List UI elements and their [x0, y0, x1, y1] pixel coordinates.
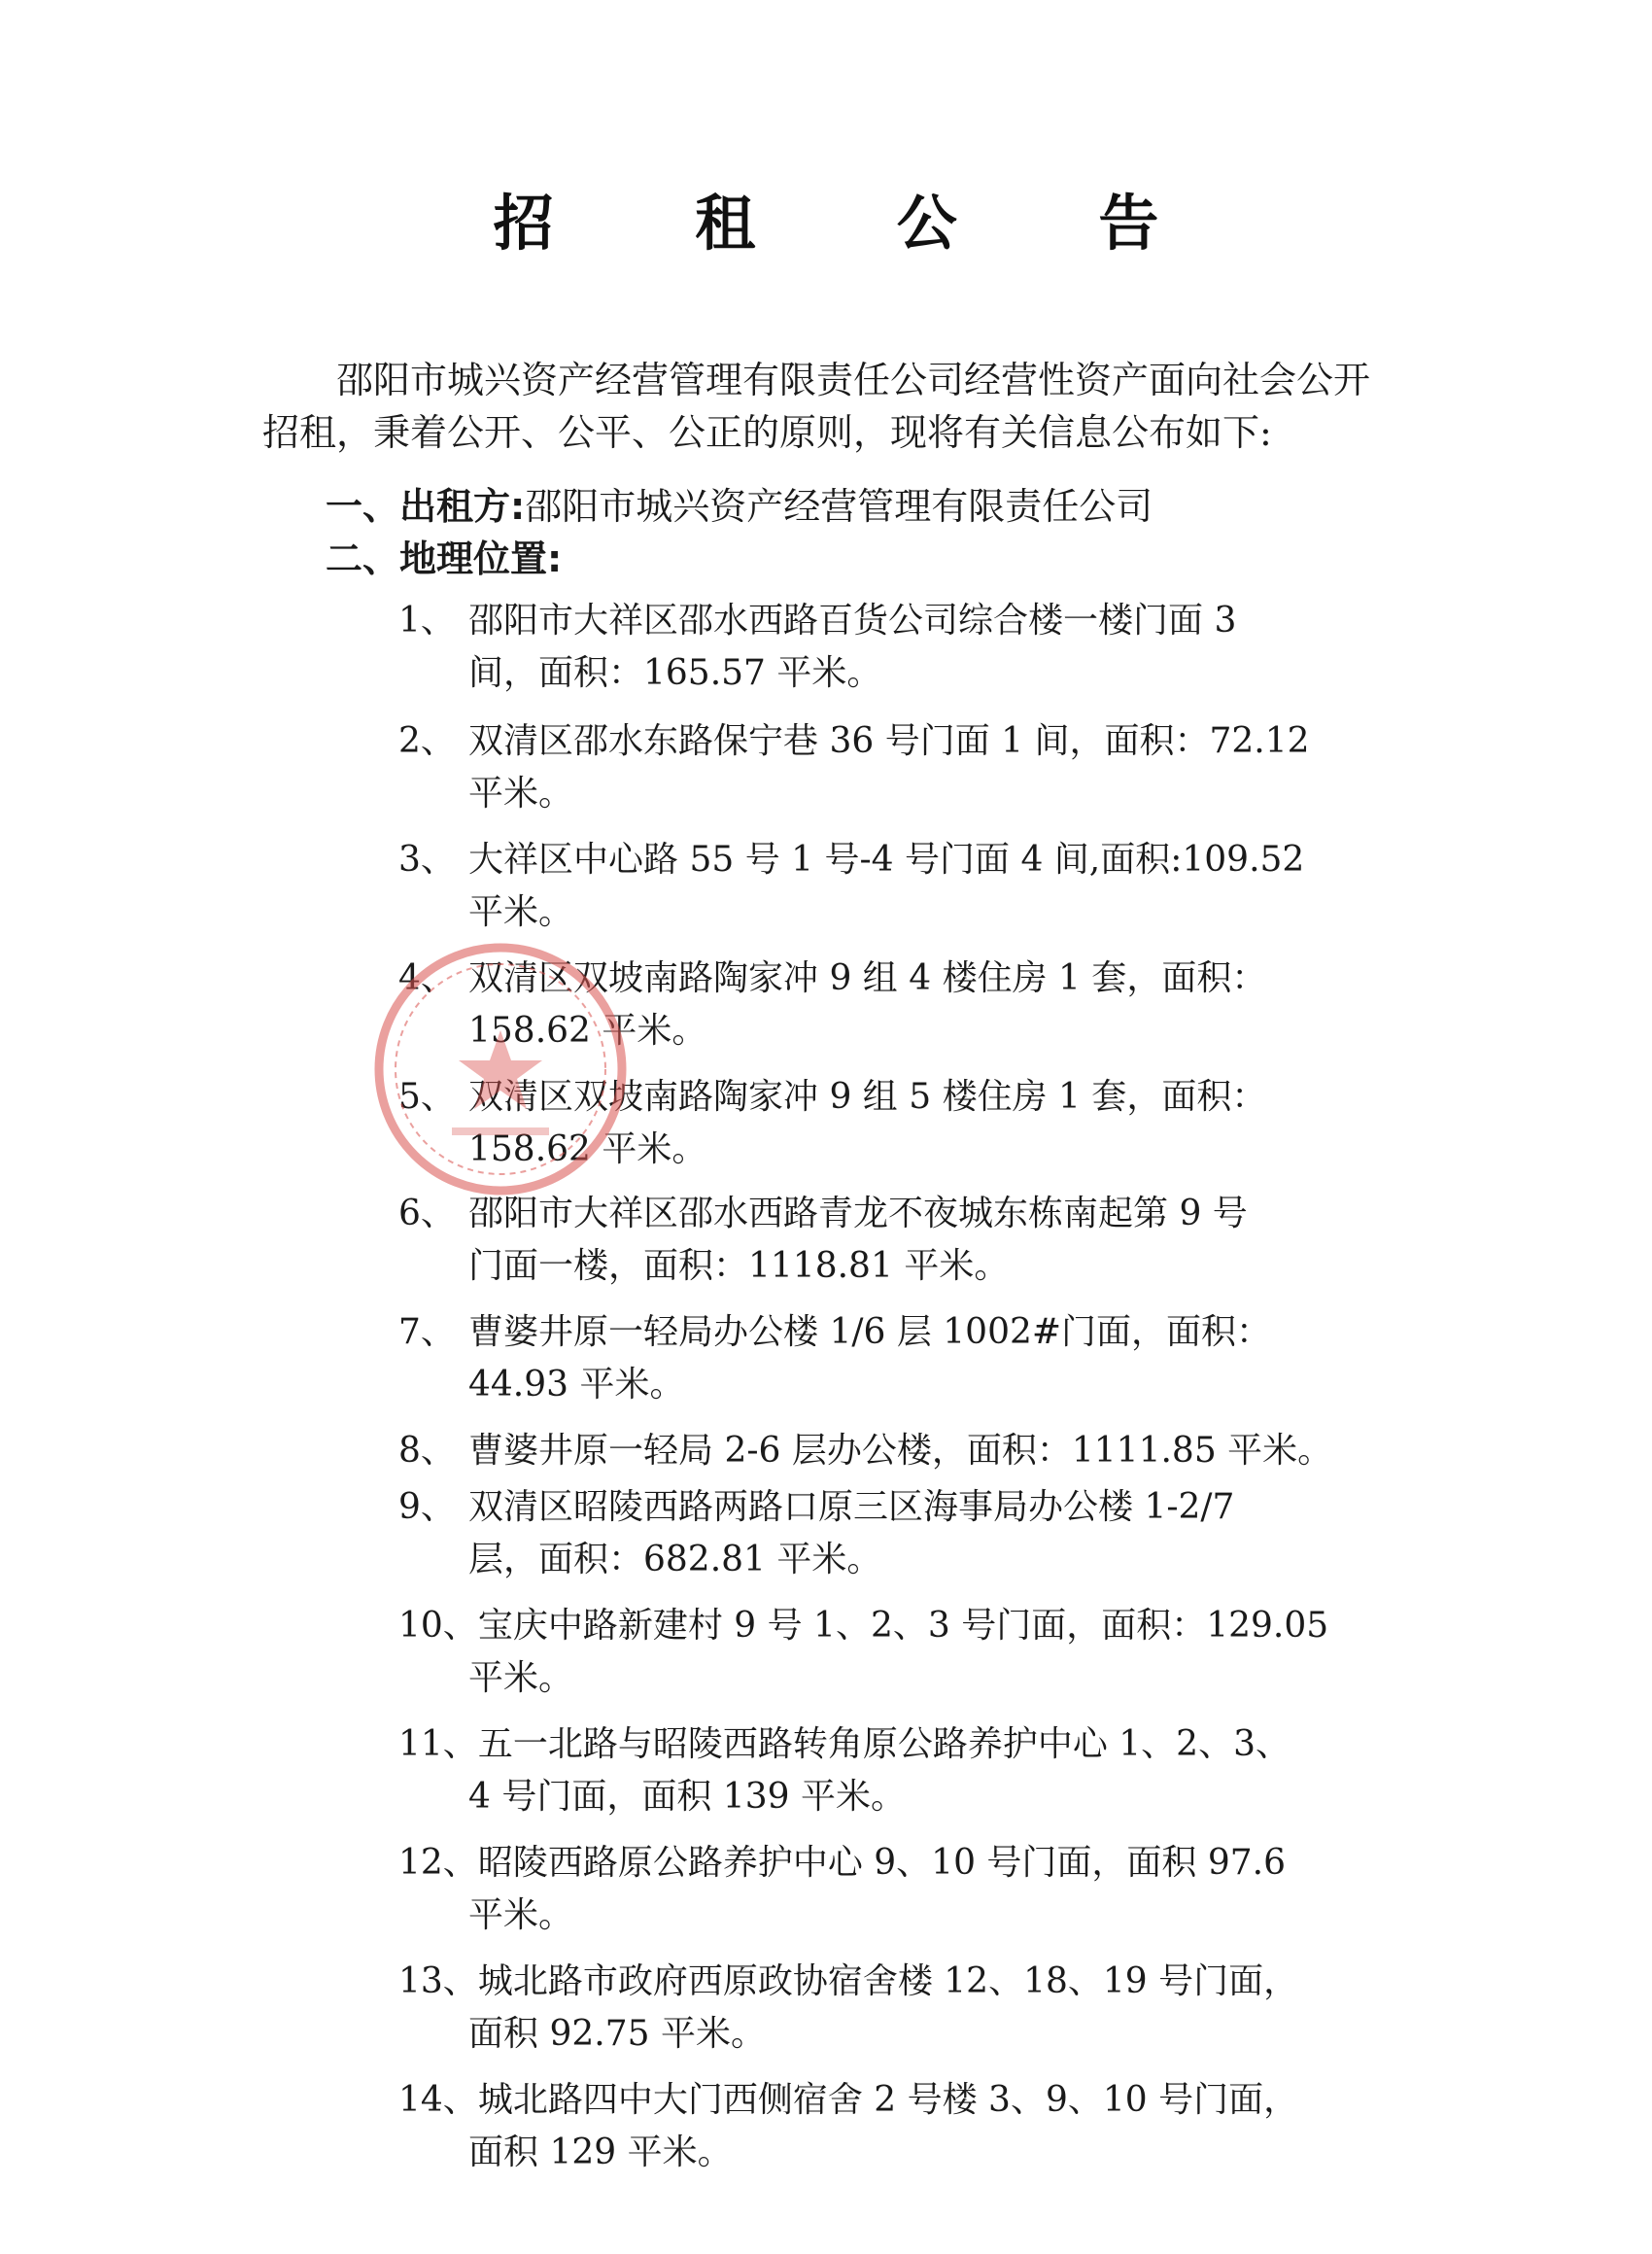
item-number: 12、 [398, 1843, 478, 1883]
list-item [398, 2074, 1399, 2179]
item-number: 1、 [398, 601, 456, 641]
item-line1: 邵阳市大祥区邵水西路青龙不夜城东栋南起第 9 号 [468, 1194, 1248, 1233]
section-lessor-label: 一、出租方: [326, 485, 526, 528]
item-line1: 宝庆中路新建村 9 号 1、2、3 号门面，面积：129.05 [477, 1606, 1329, 1646]
item-number: 3、 [398, 840, 456, 880]
list-item [398, 715, 1399, 820]
item-line2: 4 号门面，面积 139 平米。 [468, 1777, 906, 1817]
section-lessor-value: 邵阳市城兴资产经营管理有限责任公司 [525, 485, 1153, 528]
item-line2: 平米。 [468, 774, 574, 814]
item-line1: 曹婆井原一轻局办公楼 1/6 层 1002#门面，面积： [468, 1312, 1272, 1352]
item-number: 8、 [398, 1431, 456, 1471]
item-line2: 门面一楼，面积：1118.81 平米。 [468, 1246, 1010, 1286]
item-number: 2、 [398, 721, 456, 761]
item-line1: 城北路市政府西原政协宿舍楼 12、18、19 号门面， [477, 1961, 1299, 2001]
list-item [398, 1188, 1399, 1293]
item-line2: 平米。 [468, 1895, 574, 1935]
list-item [398, 1956, 1399, 2061]
item-number: 14、 [398, 2080, 478, 2120]
item-line1: 邵阳市大祥区邵水西路百货公司综合楼一楼门面 3 [468, 601, 1237, 641]
item-line1: 双清区双坡南路陶家冲 9 组 4 楼住房 1 套，面积： [468, 958, 1267, 998]
list-item [398, 595, 1399, 700]
item-number: 4、 [398, 958, 456, 998]
list-item [398, 1600, 1399, 1705]
item-line2: 平米。 [468, 1658, 574, 1698]
item-number: 9、 [398, 1487, 456, 1527]
item-line1: 大祥区中心路 55 号 1 号-4 号门面 4 间,面积:109.52 [468, 840, 1305, 880]
section-location-label: 二、地理位置: [326, 537, 563, 580]
item-line2: 158.62 平米。 [468, 1011, 707, 1051]
list-item [398, 1837, 1399, 1942]
seal-icon [369, 938, 632, 1200]
item-line2: 平米。 [468, 892, 574, 932]
list-item [398, 1481, 1399, 1586]
list-item [398, 834, 1399, 939]
item-number: 5、 [398, 1077, 456, 1117]
item-line2: 间，面积：165.57 平米。 [468, 653, 882, 693]
section-lessor [326, 480, 1153, 533]
item-line1: 城北路四中大门西侧宿舍 2 号楼 3、9、10 号门面， [477, 2080, 1299, 2120]
list-item [398, 1425, 1399, 1477]
item-line1: 双清区邵水东路保宁巷 36 号门面 1 间，面积：72.12 [468, 721, 1310, 761]
item-line2: 层，面积：682.81 平米。 [468, 1540, 882, 1579]
item-line2: 面积 92.75 平米。 [468, 2014, 766, 2054]
item-number: 7、 [398, 1312, 456, 1352]
item-line2: 158.62 平米。 [468, 1129, 707, 1169]
item-line1: 双清区昭陵西路两路口原三区海事局办公楼 1-2/7 [468, 1487, 1235, 1527]
list-item [398, 1718, 1399, 1823]
item-line1: 五一北路与昭陵西路转角原公路养护中心 1、2、3、 [477, 1724, 1291, 1764]
section-location [326, 533, 562, 585]
item-line1: 曹婆井原一轻局 2-6 层办公楼，面积：1111.85 平米。 [468, 1431, 1333, 1471]
item-number: 6、 [398, 1194, 456, 1233]
item-line2: 44.93 平米。 [468, 1365, 685, 1404]
item-number: 11、 [398, 1724, 478, 1764]
intro-paragraph: 邵阳市城兴资产经营管理有限责任公司经营性资产面向社会公开招租，秉着公开、公平、公正的原则，现将有关信息公布如下: [262, 359, 1371, 454]
item-line2: 面积 129 平米。 [468, 2133, 733, 2172]
document-title: 招 租 公 告 [493, 188, 1220, 259]
item-line1: 昭陵西路原公路养护中心 9、10 号门面，面积 97.6 [477, 1843, 1287, 1883]
item-number: 13、 [398, 1961, 478, 2001]
item-number: 10、 [398, 1606, 478, 1646]
item-line1: 双清区双坡南路陶家冲 9 组 5 楼住房 1 套，面积： [468, 1077, 1267, 1117]
list-item [398, 1306, 1399, 1411]
company-seal-stamp [369, 938, 632, 1200]
